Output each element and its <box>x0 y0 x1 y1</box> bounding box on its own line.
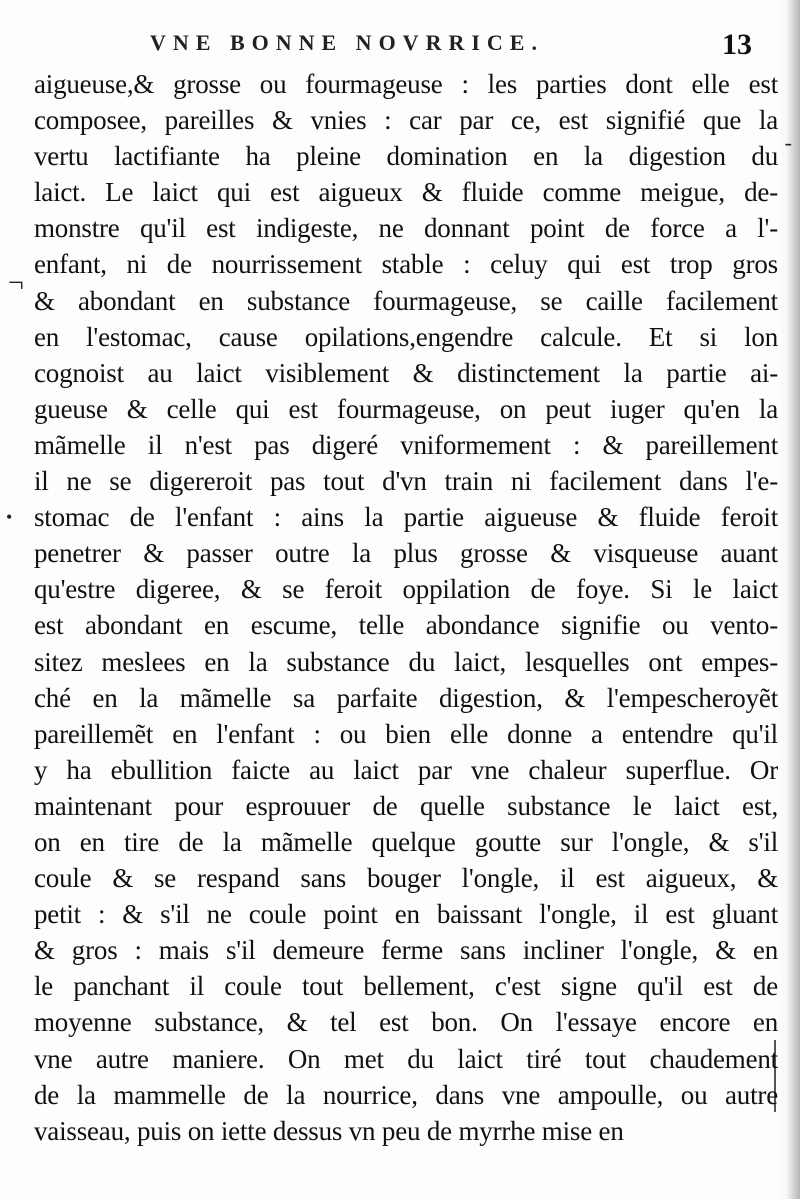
text-line: pareillemẽt en l'enfant : ou bien elle donne a entendre qu'il <box>34 718 778 749</box>
text-line: coule & se respand sans bouger l'ongle, il est aigueux, & <box>34 863 778 894</box>
text-line: vaisseau, puis on iette dessus vn peu de myrrhe mise en <box>34 1115 624 1146</box>
page-header <box>150 30 780 64</box>
text-line: est abondant en escume, telle abondance signifie ou vento- <box>34 610 778 641</box>
text-line: gueuse & celle qui est fourmageuse, on peut iuger qu'en la <box>34 393 778 424</box>
text-line: moyenne substance, & tel est bon. On l'essaye encore en <box>34 1007 778 1038</box>
text-line: & gros : mais s'il demeure ferme sans incliner l'ongle, & en <box>34 935 778 966</box>
page-number: 13 <box>722 28 752 61</box>
text-line: ché en la mãmelle sa parfaite digestion, & l'empescheroyẽt <box>34 682 778 713</box>
body-text <box>34 66 778 1149</box>
text-line: enfant, ni de nourrissement stable : celuy qui est trop gros <box>34 249 778 280</box>
text-line: cognoist au laict visiblement & distinctement la partie ai- <box>34 357 778 388</box>
text-line: laict. Le laict qui est aigueux & fluide comme meigue, de- <box>34 177 778 208</box>
text-line: de la mammelle de la nourrice, dans vne ampoulle, ou autre <box>34 1079 778 1110</box>
text-line: le panchant il coule tout bellement, c'est signe qu'il est de <box>34 971 778 1002</box>
text-line: mãmelle il n'est pas digeré vniformement : & pareillement <box>34 429 778 460</box>
text-line: qu'estre digeree, & se feroit oppilation de foye. Si le laict <box>34 574 778 605</box>
text-line: petit : & s'il ne coule point en baissant l'ongle, il est gluant <box>34 899 778 930</box>
text-line: y ha ebullition faicte au laict par vne chaleur superflue. Or <box>34 754 778 785</box>
text-line: vne autre maniere. On met du laict tiré tout chaudement <box>34 1043 778 1074</box>
margin-dash: ‑ <box>784 130 792 155</box>
text-line: maintenant pour esprouuer de quelle substance le laict est, <box>34 790 778 821</box>
text-line: il ne se digereroit pas tout d'vn train ni facilement dans l'e- <box>34 466 778 497</box>
text-line: penetrer & passer outre la plus grosse & visqueuse auant <box>34 538 778 569</box>
running-head: VNE BONNE NOVRRICE. <box>150 30 544 55</box>
text-line: composee, pareilles & vnies : car par ce, est signifié que la <box>34 105 778 136</box>
text-line: stomac de l'enfant : ains la partie aigueuse & fluide feroit <box>34 502 778 533</box>
text-line: on en tire de la mãmelle quelque goutte sur l'ongle, & s'il <box>34 826 778 857</box>
page-edge-shadow <box>778 0 800 1199</box>
text-line: aigueuse,& grosse ou fourmageuse : les parties dont elle est <box>34 69 778 99</box>
margin-mark: ¬ <box>8 268 24 299</box>
text-line: en l'estomac, cause opilations,engendre calcule. Et si lon <box>34 321 778 352</box>
text-line: & abondant en substance fourmageuse, se caille facilement <box>34 285 778 316</box>
text-line: monstre qu'il est indigeste, ne donnant point de force a l'- <box>34 213 778 244</box>
text-line: sitez meslees en la substance du laict, lesquelles ont empes- <box>34 646 778 677</box>
margin-dot: • <box>6 507 13 527</box>
text-line: vertu lactifiante ha pleine domination en la digestion du <box>34 141 778 172</box>
